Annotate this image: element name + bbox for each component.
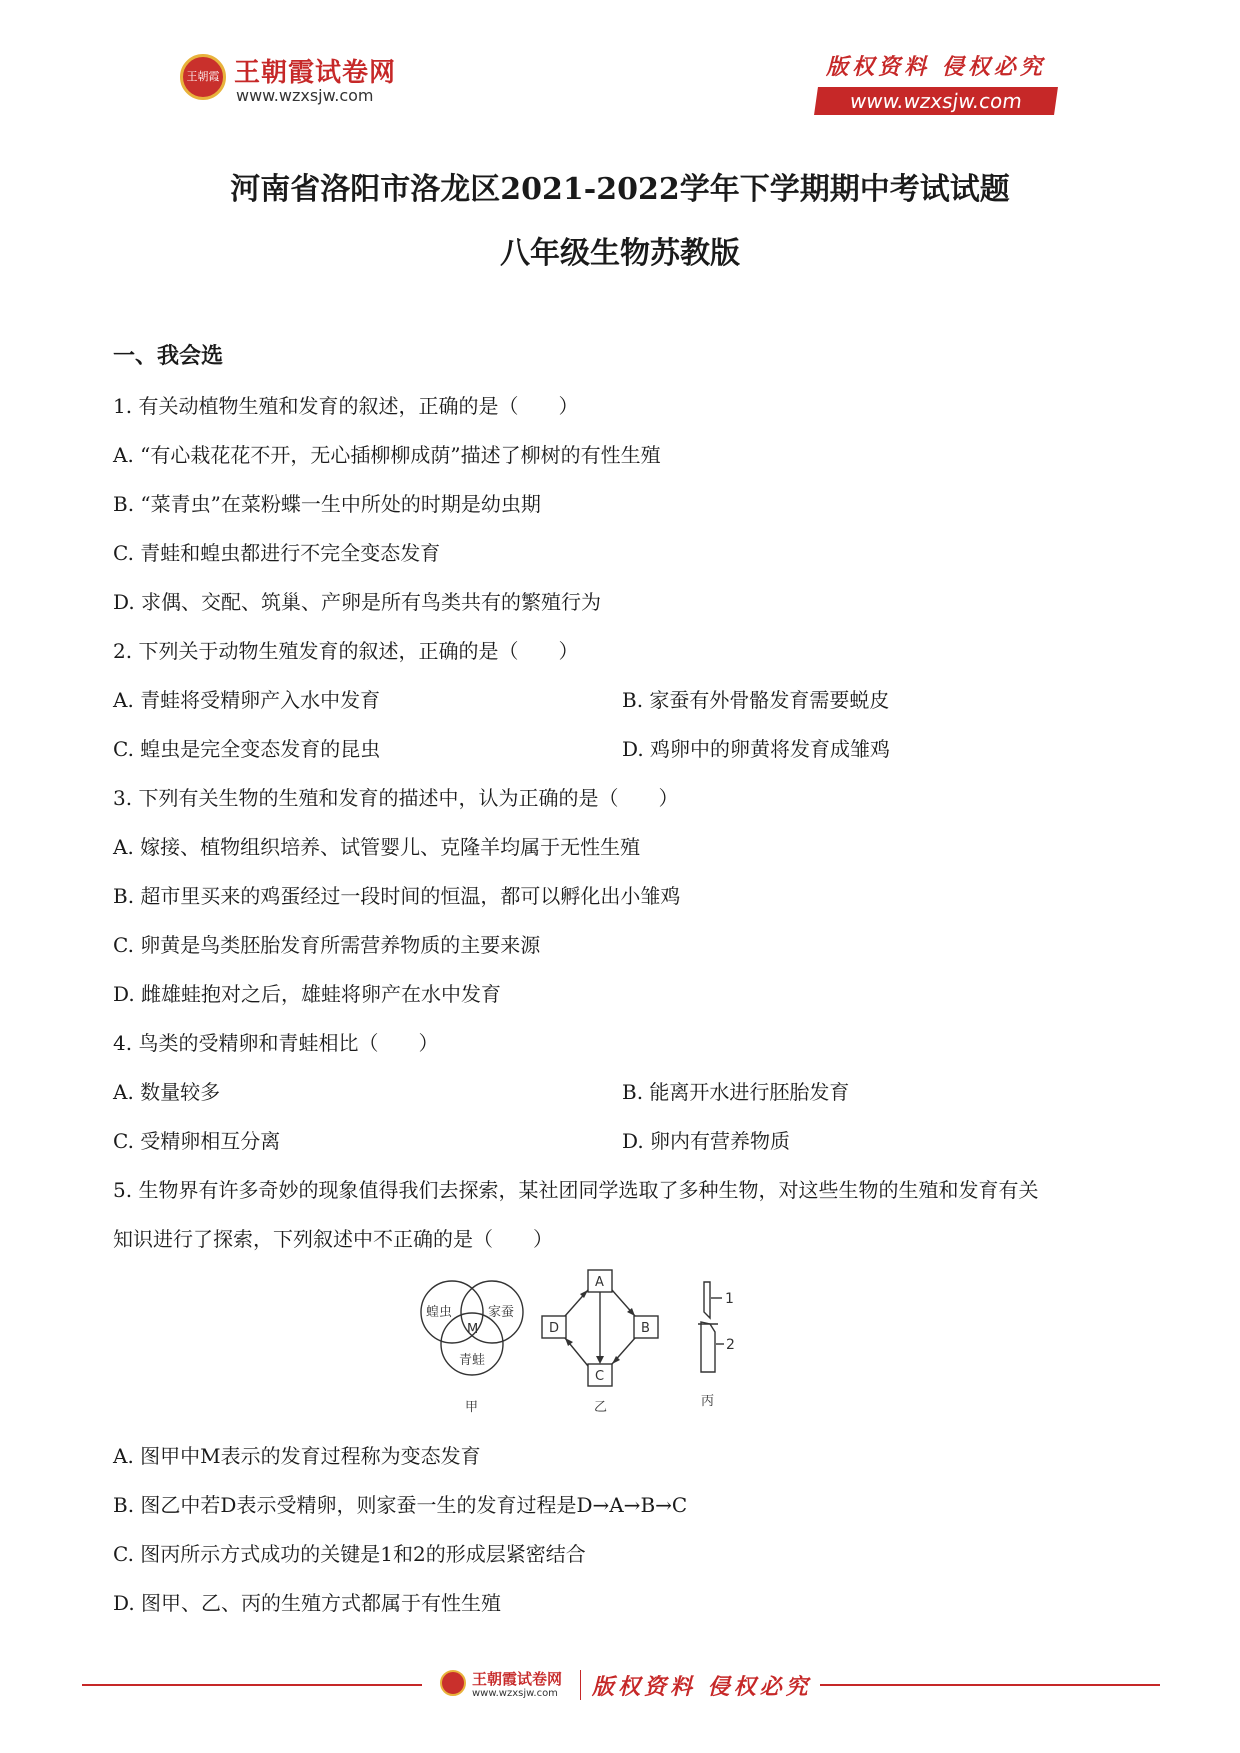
question-5-option-b: B. 图乙中若D表示受精卵，则家蚕一生的发育过程是D→A→B→C: [113, 1493, 688, 1517]
logo-url[interactable]: www.wzxsjw.com: [236, 86, 374, 105]
cycle-label-a: A: [595, 1275, 604, 1290]
question-3-option-a: A. 嫁接、植物组织培养、试管婴儿、克隆羊均属于无性生殖: [113, 835, 641, 859]
venn-label-silkworm: 家蚕: [488, 1305, 515, 1320]
site-url-bar[interactable]: www.wzxsjw.com: [814, 87, 1058, 115]
footer-separator: [580, 1670, 581, 1700]
graft-label-1: 1: [725, 1291, 734, 1307]
question-1-option-d: D. 求偶、交配、筑巢、产卵是所有鸟类共有的繁殖行为: [113, 590, 602, 614]
question-2-option-d: D. 鸡卵中的卵黄将发育成雏鸡: [622, 737, 891, 761]
question-5-option-d: D. 图甲、乙、丙的生殖方式都属于有性生殖: [113, 1591, 502, 1615]
section-heading: 一、我会选: [113, 344, 224, 369]
cycle-label-b: B: [641, 1321, 650, 1336]
logo-name: 王朝霞试卷网: [234, 58, 397, 88]
copyright-notice: 版权资料 侵权必究: [826, 54, 1046, 80]
caption-jia: 甲: [465, 1400, 479, 1415]
question-2-option-b: B. 家蚕有外骨骼发育需要蜕皮: [622, 688, 890, 712]
figure-jia-venn: [421, 1281, 523, 1415]
question-4-stem: 4. 鸟类的受精卵和青蛙相比（ ）: [113, 1031, 439, 1055]
arrowhead-c-d: [565, 1338, 573, 1346]
footer-logo-url[interactable]: www.wzxsjw.com: [472, 1688, 558, 1699]
footer-badge-icon: [440, 1670, 466, 1696]
figure-yi-cycle: [542, 1270, 658, 1415]
question-1-option-a: A. “有心栽花花不开，无心插柳柳成荫”描述了柳树的有性生殖: [113, 443, 661, 467]
question-3-option-d: D. 雌雄蛙抱对之后，雄蛙将卵产在水中发育: [113, 982, 502, 1006]
question-5-stem-line1: 5. 生物界有许多奇妙的现象值得我们去探索，某社团同学选取了多种生物，对这些生物的生殖和发育有关: [113, 1178, 1039, 1202]
question-2-option-a: A. 青蛙将受精卵产入水中发育: [113, 688, 381, 712]
question-4-option-c: C. 受精卵相互分离: [113, 1129, 281, 1153]
figure-bing-graft: [698, 1282, 735, 1409]
venn-label-m: M: [467, 1322, 479, 1337]
question-5-stem-line2: 知识进行了探索，下列叙述中不正确的是（ ）: [113, 1227, 553, 1251]
question-5-option-a: A. 图甲中M表示的发育过程称为变态发育: [113, 1444, 481, 1468]
site-logo[interactable]: [180, 50, 420, 110]
venn-label-frog: 青蛙: [459, 1353, 486, 1368]
document-subtitle: 八年级生物苏教版: [500, 236, 740, 271]
copyright-banner: [816, 50, 1056, 113]
document-title: 河南省洛阳市洛龙区2021-2022学年下学期期中考试试题: [230, 172, 1010, 207]
venn-label-locust: 蝗虫: [426, 1305, 453, 1320]
question-4-option-a: A. 数量较多: [113, 1080, 221, 1104]
footer-logo-name: 王朝霞试卷网: [472, 1670, 563, 1688]
graft-rootstock: [701, 1322, 715, 1372]
question-2-stem: 2. 下列关于动物生殖发育的叙述，正确的是（ ）: [113, 639, 579, 663]
caption-yi: 乙: [594, 1400, 608, 1415]
question-3-option-c: C. 卵黄是鸟类胚胎发育所需营养物质的主要来源: [113, 933, 541, 957]
question-2-option-c: C. 蝗虫是完全变态发育的昆虫: [113, 737, 381, 761]
question-1-stem: 1. 有关动植物生殖和发育的叙述，正确的是（ ）: [113, 394, 579, 418]
question-1-option-b: B. “菜青虫”在菜粉蝶一生中所处的时期是幼虫期: [113, 492, 541, 516]
footer-divider-left: [82, 1684, 422, 1686]
arrowhead-a-c: [596, 1356, 604, 1364]
footer-logo[interactable]: [440, 1666, 820, 1706]
graft-label-2: 2: [726, 1337, 735, 1353]
logo-badge-icon: 王朝霞: [180, 54, 226, 100]
graft-scion: [704, 1282, 710, 1318]
cycle-label-d: D: [549, 1321, 560, 1336]
caption-bing: 丙: [701, 1394, 715, 1409]
question-5-figure: [420, 1262, 840, 1420]
question-3-option-b: B. 超市里买来的鸡蛋经过一段时间的恒温，都可以孵化出小雏鸡: [113, 884, 681, 908]
question-3-stem: 3. 下列有关生物的生殖和发育的描述中，认为正确的是（ ）: [113, 786, 679, 810]
footer-divider-right: [820, 1684, 1160, 1686]
question-1-option-c: C. 青蛙和蝗虫都进行不完全变态发育: [113, 541, 441, 565]
question-5-option-c: C. 图丙所示方式成功的关键是1和2的形成层紧密结合: [113, 1542, 586, 1566]
question-4-option-d: D. 卵内有营养物质: [622, 1129, 791, 1153]
question-4-option-b: B. 能离开水进行胚胎发育: [622, 1080, 850, 1104]
footer-copyright: 版权资料 侵权必究: [592, 1674, 812, 1700]
cycle-label-c: C: [595, 1369, 605, 1384]
